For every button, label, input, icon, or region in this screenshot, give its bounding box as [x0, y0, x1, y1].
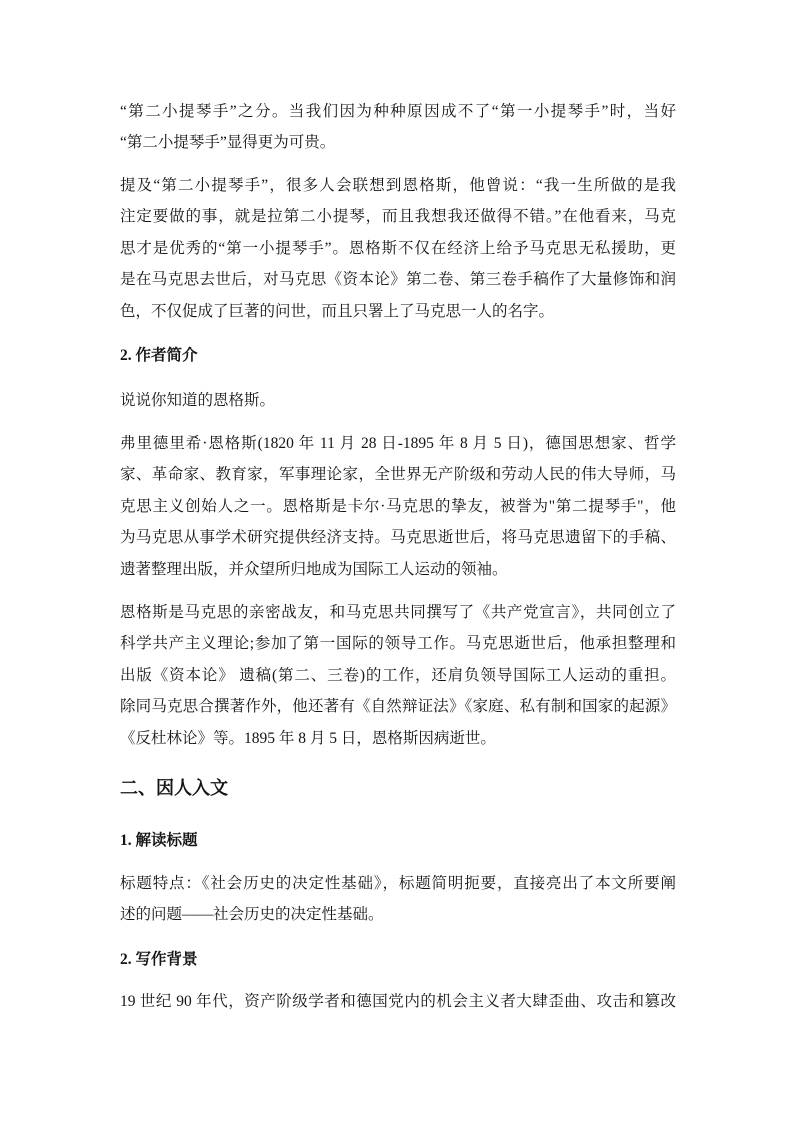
text-line: 思才是优秀的“第一小提琴手”。恩格斯不仅在经济上给予马克思无私援助，更 — [120, 239, 676, 257]
text-line: 色，不仅促成了巨著的问世，而且只署上了马克思一人的名字。 — [120, 302, 555, 320]
text-line: 标题特点：《社会历史的决定性基础》，标题简明扼要，直接亮出了本文所要阐 — [120, 875, 676, 892]
text-line: “第二小提琴手”之分。当我们因为种种原因成不了“第一小提琴手”时，当好 — [120, 103, 676, 120]
text-line: “第二小提琴手”显得更为可贵。 — [120, 134, 336, 152]
text-line: 克思主义创始人之一。恩格斯是卡尔·马克思的挚友，被誉为"第二提琴手"，他 — [120, 497, 676, 515]
paragraph-title-reading — [120, 868, 676, 931]
text-line: 家、革命家、教育家，军事理论家，全世界无产阶级和劳动人民的伟大导师，马 — [120, 466, 676, 484]
text-line: 19 世纪 90 年代，资产阶级学者和德国党内的机会主义者大肆歪曲、攻击和篡改 — [120, 993, 676, 1010]
paragraph-second-violin — [120, 170, 676, 327]
text-line: 出版《资本论》 遗稿(第二、三卷)的工作，还肩负领导国际工人运动的重担。 — [120, 666, 676, 684]
heading-title-reading: 1. 解读标题 — [120, 832, 198, 849]
paragraph-writing-background — [120, 986, 676, 1017]
text-line: 为马克思从事学术研究提供经济支持。马克思逝世后，将马克思遗留下的手稿、 — [120, 529, 676, 547]
text-line: 弗里德里希·恩格斯(1820 年 11 月 28 日-1895 年 8 月 5 日)，德国思想家、哲学 — [120, 435, 676, 452]
paragraph-engels-bio — [120, 428, 676, 585]
text-line: 说说你知道的恩格斯。 — [120, 392, 276, 409]
heading-author-intro: 2. 作者简介 — [120, 347, 198, 364]
paragraph-engels-works — [120, 597, 676, 754]
text-line: 遗著整理出版，并众望所归地成为国际工人运动的领袖。 — [120, 560, 508, 578]
text-line: 注定要做的事，就是拉第二小提琴，而且我想我还做得不错。”在他看来，马克 — [120, 208, 676, 226]
text-line: 《反杜林论》等。1895 年 8 月 5 日，恩格斯因病逝世。 — [120, 729, 496, 747]
text-line: 是在马克思去世后，对马克思《资本论》第二卷、第三卷手稿作了大量修饰和润 — [120, 271, 676, 289]
paragraph-intro — [120, 96, 676, 159]
text-line: 除同马克思合撰著作外，他还著有《自然辩证法》《家庭、私有制和国家的起源》 — [120, 698, 676, 716]
text-line: 恩格斯是马克思的亲密战友，和马克思共同撰写了《共产党宣言》，共同创立了 — [120, 604, 676, 621]
text-line: 提及“第二小提琴手”，很多人会联想到恩格斯，他曾说：“我一生所做的是我 — [120, 177, 676, 194]
text-line: 科学共产主义理论;参加了第一国际的领导工作。马克思逝世后，他承担整理和 — [120, 635, 676, 653]
heading-writing-background: 2. 写作背景 — [120, 951, 198, 968]
text-line: 述的问题——社会历史的决定性基础。 — [120, 906, 384, 924]
paragraph-author-prompt — [120, 385, 676, 416]
section-heading: 二、因人入文 — [120, 778, 228, 798]
